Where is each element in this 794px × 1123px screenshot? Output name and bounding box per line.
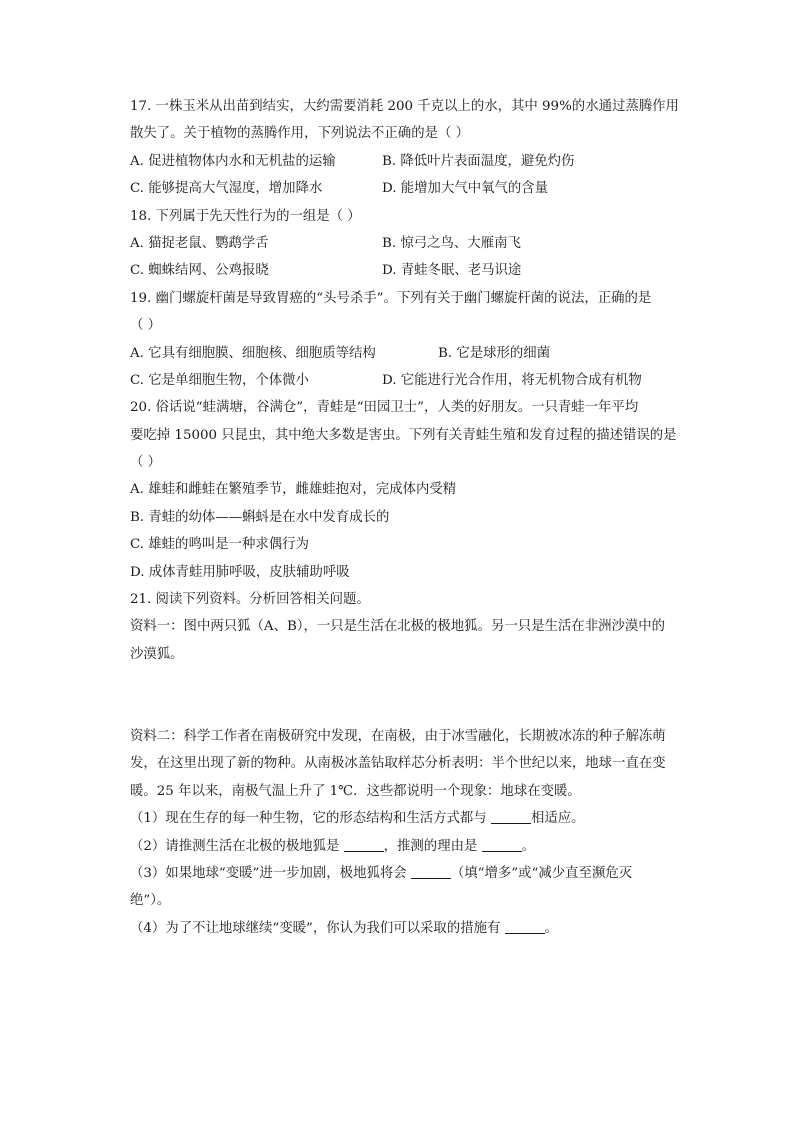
q17-options-row-1 <box>130 148 698 175</box>
paragraph-gap <box>130 696 698 723</box>
q19-options-row-1 <box>130 340 698 367</box>
q18-option-b: B. 惊弓之鸟、大雁南飞 <box>382 235 521 251</box>
q20-option-c: C. 雄蛙的鸣叫是一种求偶行为 <box>130 537 309 553</box>
sub-question-2-text: （2）请推测生活在北极的极地狐是 <box>130 838 344 854</box>
answer-blank[interactable] <box>482 837 522 852</box>
answer-blank[interactable] <box>411 864 451 879</box>
q17-option-b: B. 降低叶片表面温度，避免灼伤 <box>382 153 575 169</box>
q21-sub-question-3-line-2: 绝”）。 <box>130 893 171 909</box>
q17-stem-line-2: 散失了。关于植物的蒸腾作用，下列说法不正确的是（ ） <box>130 126 470 142</box>
answer-blank[interactable] <box>491 809 531 824</box>
q20-stem-line-1: 20. 俗话说“蛙满塘，谷满仓”，青蛙是“田园卫士”，人类的好朋友。一只青蛙一年平均 <box>130 400 639 416</box>
q18-option-c: C. 蜘蛛结网、公鸡报晓 <box>130 263 269 279</box>
q21-sub-question-1 <box>130 805 698 832</box>
sub-question-1-tail: 相适应。 <box>530 811 585 827</box>
q19-stem-line-1: 19. 幽门螺旋杆菌是导致胃癌的“头号杀手”。下列有关于幽门螺旋杆菌的说法，正确的是 <box>130 290 652 306</box>
q18-options-row-1 <box>130 230 698 257</box>
paragraph-gap <box>130 668 698 695</box>
q17-option-d: D. 能增加大气中氧气的含量 <box>382 181 549 197</box>
sub-question-3-text: （3）如果地球“变暖”进一步加剧，极地狐将会 <box>130 865 411 881</box>
q20-stem-line-2: 要吃掉 15000 只昆虫，其中绝大多数是害虫。下列有关青蛙生殖和发育过程的描述错误的是 <box>130 427 677 443</box>
q19-option-d: D. 它能进行光合作用，将无机物合成有机物 <box>382 372 642 388</box>
q20-option-b: B. 青蛙的幼体——蝌蚪是在水中发育成长的 <box>130 509 390 525</box>
answer-blank[interactable] <box>505 919 545 934</box>
question-content <box>130 93 698 942</box>
q21-material-2-line-3: 暖。25 年以来，南极气温上升了 1℃．这些都说明一个现象：地球在变暖。 <box>130 783 581 799</box>
q18-options-row-2 <box>130 257 698 284</box>
q19-stem-line-2: （ ） <box>130 318 162 334</box>
sub-question-2-tail: 。 <box>521 838 536 854</box>
q19-option-a: A. 它具有细胞膜、细胞核、细胞质等结构 <box>130 345 376 361</box>
q21-material-2-line-1: 资料二：科学工作者在南极研究中发现，在南极，由于冰雪融化，长期被冰冻的种子解冻萌 <box>130 728 666 744</box>
q19-options-row-2 <box>130 367 698 394</box>
q20-stem-line-3: （ ） <box>130 455 162 471</box>
q17-option-c: C. 能够提高大气湿度，增加降水 <box>130 181 323 197</box>
q21-sub-question-4 <box>130 915 698 942</box>
q20-option-a: A. 雄蛙和雌蛙在繁殖季节，雌雄蛙抱对，完成体内受精 <box>130 482 457 498</box>
q21-stem-line-1: 21. 阅读下列资料。分析回答相关问题。 <box>130 592 370 608</box>
q18-stem-line-1: 18. 下列属于先天性行为的一组是（ ） <box>130 208 361 224</box>
sub-question-4-text: （4）为了不让地球继续“变暖”，你认为我们可以采取的措施有 <box>130 920 505 936</box>
q21-sub-question-3 <box>130 860 698 887</box>
q18-option-d: D. 青蛙冬眠、老马识途 <box>382 263 522 279</box>
sub-question-3-tail: （填“增多”或“减少直至濒危灭 <box>450 865 633 881</box>
q17-option-a: A. 促进植物体内水和无机盐的运输 <box>130 153 336 169</box>
q21-material-1-line-2: 沙漠狐。 <box>130 646 184 662</box>
q17-stem-line-1: 17. 一株玉米从出苗到结实，大约需要消耗 200 千克以上的水，其中 99%的水通过蒸腾作用 <box>130 99 679 114</box>
q20-option-d: D. 成体青蛙用肺呼吸，皮肤辅助呼吸 <box>130 564 350 580</box>
answer-blank[interactable] <box>344 837 384 852</box>
q18-option-a: A. 猫捉老鼠、鹦鹉学舌 <box>130 235 269 251</box>
q17-options-row-2 <box>130 175 698 202</box>
sub-question-1-text: （1）现在生存的每一种生物，它的形态结构和生活方式都与 <box>130 811 491 827</box>
q19-option-b: B. 它是球形的细菌 <box>438 345 551 361</box>
q21-material-2-line-2: 发，在这里出现了新的物种。从南极冰盖钻取样芯分析表明：半个世纪以来，地球一直在变 <box>130 756 666 772</box>
q21-material-1-line-1: 资料一：图中两只狐（A、B），一只是生活在北极的极地狐。另一只是生活在非洲沙漠中的 <box>130 619 666 635</box>
sub-question-2-mid: ，推测的理由是 <box>383 838 482 854</box>
q21-sub-question-2 <box>130 833 698 860</box>
q19-option-c: C. 它是单细胞生物，个体微小 <box>130 372 309 388</box>
sub-question-4-tail: 。 <box>544 920 559 936</box>
